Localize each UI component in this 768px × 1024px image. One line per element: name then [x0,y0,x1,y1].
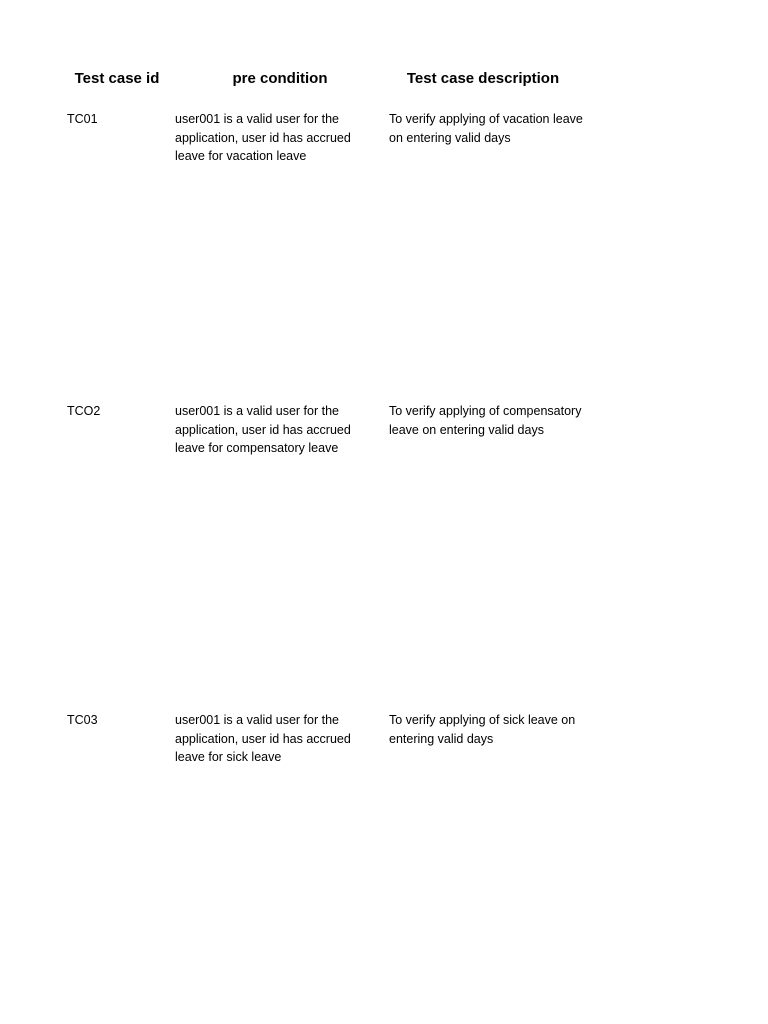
test-case-id: TCO2 [67,404,101,418]
header-test-case-id: Test case id [74,70,160,87]
test-case-description: To verify applying of sick leave on entering valid days [389,713,576,746]
pre-condition: user001 is a valid user for the application, user id has accrued leave for sick leave [175,713,351,764]
pre-condition: user001 is a valid user for the application, user id has accrued leave for vacation leave [175,112,351,163]
pre-condition: user001 is a valid user for the application, user id has accrued leave for compensatory leave [175,404,351,455]
test-case-id: TC03 [67,713,98,727]
test-case-description: To verify applying of compensatory leave on entering valid days [389,404,582,437]
test-case-id: TC01 [67,112,98,126]
header-test-case-description: Test case description [406,70,560,87]
header-pre-condition: pre condition [232,70,328,87]
test-case-description: To verify applying of vacation leave on entering valid days [389,112,583,145]
